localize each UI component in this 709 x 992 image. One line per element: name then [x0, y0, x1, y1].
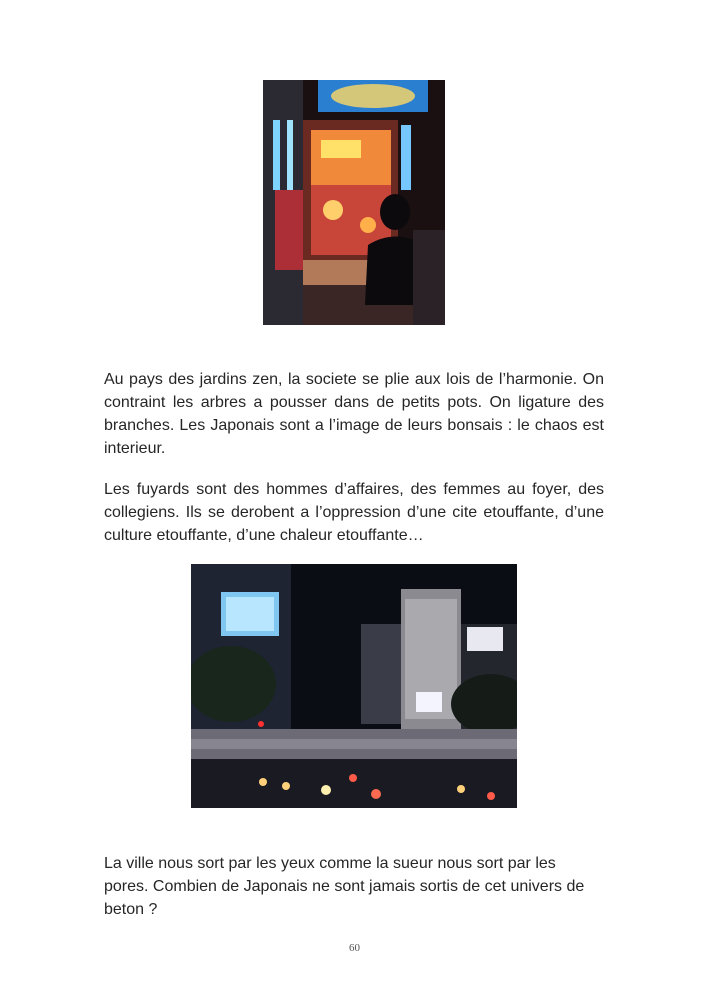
paragraph-3: La ville nous sort par les yeux comme la sueur nous sort par les pores. Combien de Japonais ne sont jamais sortis de cet univers de beton ?	[104, 855, 585, 918]
paragraph-1: Au pays des jardins zen, la societe se plie aux lois de l’harmonie. On contraint les arbres a pousser dans de petits pots. On ligature des branches. Les Japonais sont a l’image de leurs bonsais : le chaos est interieur.	[104, 371, 604, 457]
street-photo	[191, 564, 517, 808]
pachinko-photo	[263, 80, 445, 325]
paragraph-2: Les fuyards sont des hommes d’affaires, des femmes au foyer, des collegiens. Ils se derobent a l’oppression d’une cite etouffante, d’une culture etouffante, d’une chaleur etouffante…	[104, 481, 604, 544]
pachinko-image	[263, 80, 445, 325]
page-number: 60	[349, 942, 360, 954]
street-image	[191, 564, 517, 808]
